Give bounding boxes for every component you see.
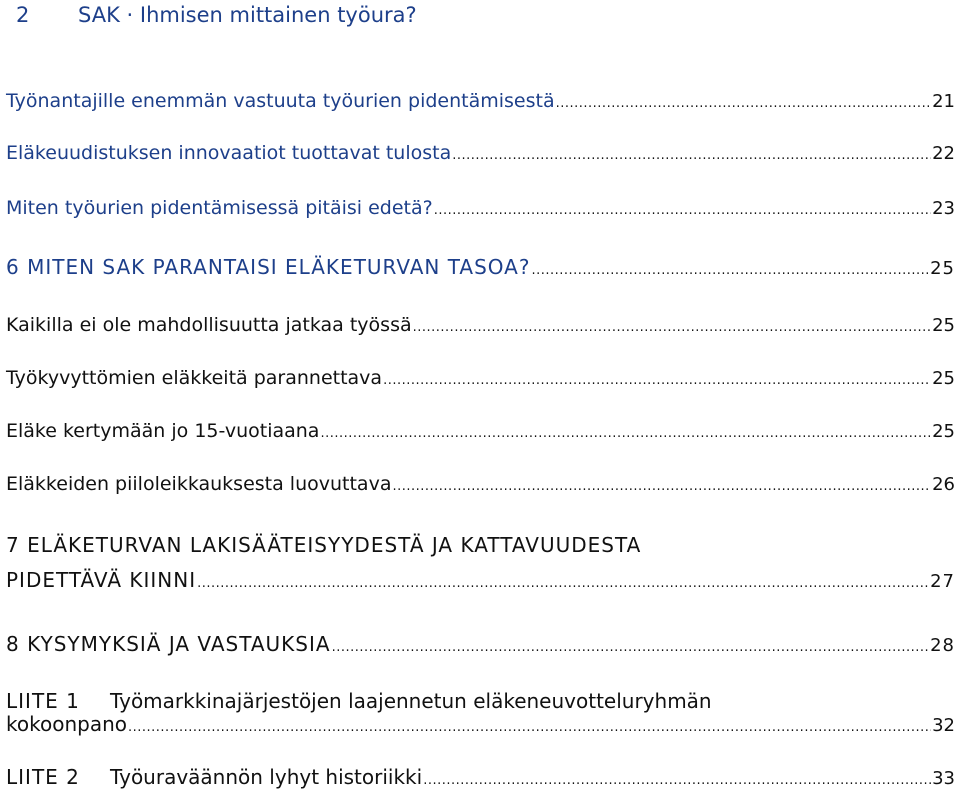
appendix-label: LIITE 1	[6, 689, 80, 713]
toc-entry-title: Eläkkeiden piiloleikkauksesta luovuttava	[6, 473, 392, 495]
toc-section-heading-line1[interactable]: 7 ELÄKETURVAN LAKISÄÄTEISYYDESTÄ JA KATTAVUUDESTA	[6, 533, 642, 557]
toc-section-heading[interactable]	[6, 568, 955, 596]
toc-entry-page: 25	[932, 421, 955, 442]
toc-leader-dots	[320, 422, 931, 446]
toc-section-heading[interactable]	[6, 255, 955, 283]
toc-leader-dots	[332, 636, 930, 660]
toc-entry-title: Työnantajille enemmän vastuuta työurien pidentämisestä	[6, 90, 555, 112]
appendix-label: LIITE 2	[6, 765, 80, 789]
toc-entry-title: Eläke kertymään jo 15-vuotiaana	[6, 420, 320, 442]
header-page-number: 2	[16, 3, 30, 27]
toc-entry-title: Työkyvyttömien eläkkeitä parannettava	[6, 367, 383, 389]
toc-appendix-entry[interactable]	[6, 765, 955, 793]
toc-entry-title	[6, 765, 422, 789]
toc-entry-title: Miten työurien pidentämisessä pitäisi edetä?	[6, 197, 433, 219]
toc-entry-page: 23	[932, 198, 955, 219]
toc-appendix-line1[interactable]	[6, 689, 712, 713]
toc-entry-title: PIDETTÄVÄ KIINNI	[6, 568, 197, 592]
toc-appendix-entry[interactable]	[6, 712, 955, 740]
toc-leader-dots	[128, 716, 931, 740]
toc-entry-page: 25	[930, 258, 955, 279]
toc-entry-title: kokoonpano	[6, 712, 127, 736]
toc-entry-page: 26	[932, 474, 955, 495]
toc-entry[interactable]	[6, 366, 955, 393]
toc-leader-dots	[556, 92, 931, 116]
toc-entry-page: 33	[932, 768, 955, 789]
toc-entry-title: Eläkeuudistuksen innovaatiot tuottavat tulosta	[6, 142, 452, 164]
toc-entry[interactable]	[6, 141, 955, 168]
toc-leader-dots	[197, 572, 929, 596]
toc-entry[interactable]	[6, 419, 955, 446]
toc-leader-dots	[423, 769, 931, 793]
toc-entry-title: 6 MITEN SAK PARANTAISI ELÄKETURVAN TASOA?	[6, 255, 531, 279]
toc-entry-page: 25	[932, 315, 955, 336]
appendix-title: Työuraväännön lyhyt historiikki	[110, 765, 423, 789]
toc-entry-page: 25	[932, 368, 955, 389]
toc-leader-dots	[383, 369, 931, 393]
header-title: SAK · Ihmisen mittainen työura?	[78, 3, 417, 27]
toc-entry-title: Kaikilla ei ole mahdollisuutta jatkaa työssä	[6, 314, 412, 336]
toc-entry-page: 27	[930, 571, 955, 592]
toc-leader-dots	[434, 199, 931, 223]
toc-entry[interactable]	[6, 196, 955, 223]
toc-section-heading[interactable]	[6, 632, 955, 660]
toc-leader-dots	[452, 144, 931, 168]
toc-entry-page: 21	[932, 91, 955, 112]
running-header	[16, 3, 417, 27]
toc-entry-page: 32	[932, 715, 955, 736]
toc-entry-page: 28	[930, 635, 955, 656]
appendix-title-line1: Työmarkkinajärjestöjen laajennetun eläkeneuvotteluryhmän	[110, 689, 712, 713]
toc-entry-page: 22	[932, 143, 955, 164]
toc-entry[interactable]	[6, 313, 955, 340]
toc-leader-dots	[531, 259, 929, 283]
toc-entry-title: 8 KYSYMYKSIÄ JA VASTAUKSIA	[6, 632, 331, 656]
toc-entry[interactable]	[6, 472, 955, 499]
toc-leader-dots	[392, 475, 931, 499]
toc-entry[interactable]	[6, 89, 955, 116]
toc-leader-dots	[413, 316, 931, 340]
